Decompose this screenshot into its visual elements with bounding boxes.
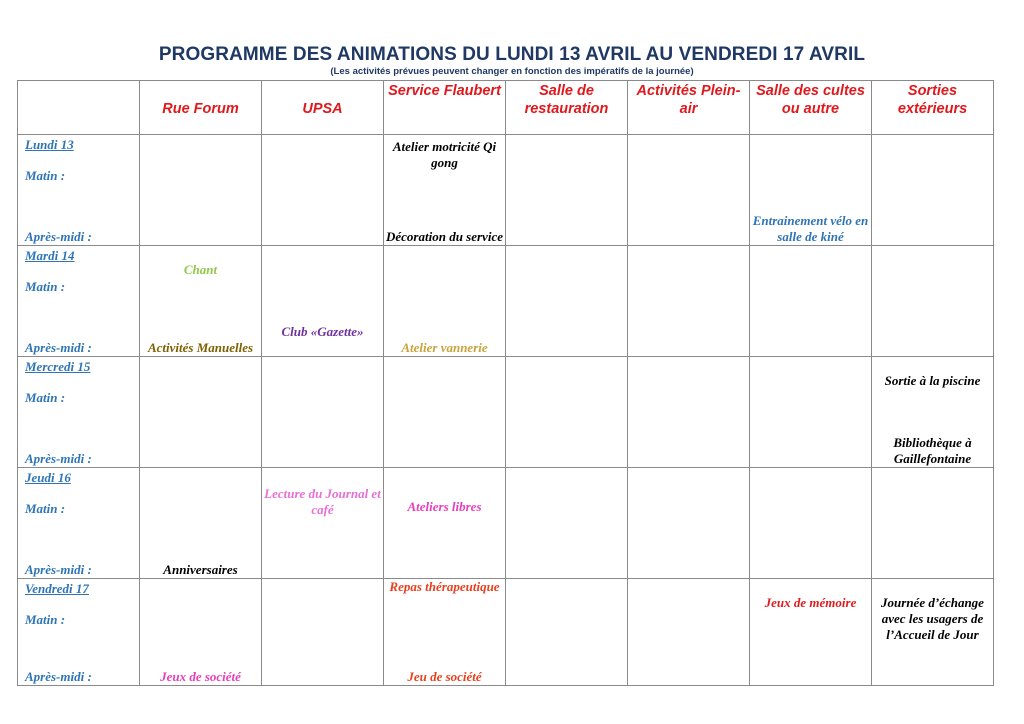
cell-activity bbox=[262, 246, 384, 357]
cell-activity bbox=[872, 579, 994, 686]
day-name: Vendredi 17 bbox=[25, 581, 89, 596]
day-cell bbox=[18, 468, 140, 579]
day-cell bbox=[18, 246, 140, 357]
apres-midi-label: Après-midi : bbox=[25, 229, 92, 245]
apres-midi-label: Après-midi : bbox=[25, 669, 92, 685]
activity-text: Jeux de mémoire bbox=[764, 595, 857, 610]
header-corner bbox=[18, 81, 140, 135]
cell-empty bbox=[506, 468, 628, 579]
cell-empty bbox=[506, 246, 628, 357]
cell-empty bbox=[750, 468, 872, 579]
cell-empty bbox=[628, 579, 750, 686]
day-row-mercredi bbox=[18, 357, 994, 468]
cell-activity bbox=[750, 579, 872, 686]
cell-activity bbox=[384, 468, 506, 579]
cell-empty bbox=[628, 468, 750, 579]
cell-empty bbox=[750, 246, 872, 357]
matin-label: Matin : bbox=[25, 168, 66, 183]
header-salle-restauration: Salle de restauration bbox=[506, 81, 628, 135]
apres-midi-label: Après-midi : bbox=[25, 340, 92, 356]
cell-empty bbox=[750, 357, 872, 468]
cell-empty bbox=[384, 357, 506, 468]
cell-activity bbox=[384, 135, 506, 246]
activity-text: Journée d’échange avec les usagers de l’Accueil de Jour bbox=[881, 595, 984, 642]
matin-label: Matin : bbox=[25, 612, 66, 627]
cell-activity bbox=[140, 246, 262, 357]
activity-text: Atelier vannerie bbox=[401, 340, 488, 356]
activity-text: Jeu de société bbox=[407, 669, 482, 685]
schedule-table bbox=[17, 80, 994, 686]
cell-activity bbox=[384, 579, 506, 686]
cell-empty bbox=[628, 246, 750, 357]
cell-activity bbox=[384, 246, 506, 357]
day-row-lundi bbox=[18, 135, 994, 246]
day-row-mardi bbox=[18, 246, 994, 357]
day-cell bbox=[18, 357, 140, 468]
activity-text: Jeux de société bbox=[160, 669, 241, 685]
activity-text: Bibliothèque à Gaillefontaine bbox=[893, 435, 972, 467]
cell-empty bbox=[140, 135, 262, 246]
cell-empty bbox=[506, 135, 628, 246]
activity-text: Repas thérapeutique bbox=[389, 579, 500, 594]
cell-empty bbox=[506, 357, 628, 468]
cell-empty bbox=[262, 579, 384, 686]
header-activites-plein-air: Activités Plein-air bbox=[628, 81, 750, 135]
matin-label: Matin : bbox=[25, 279, 66, 294]
cell-empty bbox=[628, 135, 750, 246]
header-upsa: UPSA bbox=[262, 81, 384, 135]
cell-empty bbox=[872, 135, 994, 246]
activity-text: Sortie à la piscine bbox=[884, 373, 981, 388]
activity-text: Décoration du service bbox=[386, 229, 503, 245]
activity-text: Entrainement vélo en salle de kiné bbox=[752, 213, 869, 245]
activity-text: Activités Manuelles bbox=[147, 340, 254, 356]
activity-text: Atelier motricité Qi gong bbox=[392, 139, 497, 170]
header-row bbox=[18, 81, 994, 135]
activity-text: Chant bbox=[183, 262, 218, 277]
day-cell bbox=[18, 579, 140, 686]
cell-activity bbox=[262, 468, 384, 579]
apres-midi-label: Après-midi : bbox=[25, 451, 92, 467]
cell-activity bbox=[750, 135, 872, 246]
cell-empty bbox=[628, 357, 750, 468]
cell-empty bbox=[262, 357, 384, 468]
matin-label: Matin : bbox=[25, 390, 66, 405]
cell-empty bbox=[506, 579, 628, 686]
activity-text: Ateliers libres bbox=[407, 499, 482, 514]
cell-empty bbox=[140, 357, 262, 468]
day-name: Mardi 14 bbox=[25, 248, 75, 263]
day-name: Lundi 13 bbox=[25, 137, 74, 152]
matin-label: Matin : bbox=[25, 501, 66, 516]
header-salle-cultes: Salle des cultes ou autre bbox=[750, 81, 872, 135]
header-sorties-exterieurs: Sorties extérieurs bbox=[872, 81, 994, 135]
cell-activity bbox=[140, 579, 262, 686]
header-service-flaubert: Service Flaubert bbox=[384, 81, 506, 135]
page-subtitle: (Les activités prévues peuvent changer en fonction des impératifs de la journée) bbox=[330, 66, 694, 77]
day-cell bbox=[18, 135, 140, 246]
day-row-vendredi bbox=[18, 579, 994, 686]
activity-text: Anniversaires bbox=[163, 562, 238, 578]
page-title: PROGRAMME DES ANIMATIONS DU LUNDI 13 AVRIL AU VENDREDI 17 AVRIL bbox=[158, 44, 866, 65]
cell-activity bbox=[872, 357, 994, 468]
cell-empty bbox=[872, 246, 994, 357]
apres-midi-label: Après-midi : bbox=[25, 562, 92, 578]
header-rue-forum: Rue Forum bbox=[140, 81, 262, 135]
cell-empty bbox=[262, 135, 384, 246]
day-row-jeudi bbox=[18, 468, 994, 579]
cell-activity bbox=[140, 468, 262, 579]
activity-text: Club «Gazette» bbox=[281, 324, 364, 340]
day-name: Mercredi 15 bbox=[25, 359, 91, 374]
activity-text: Lecture du Journal et café bbox=[264, 486, 381, 517]
cell-empty bbox=[872, 468, 994, 579]
day-name: Jeudi 16 bbox=[25, 470, 71, 485]
